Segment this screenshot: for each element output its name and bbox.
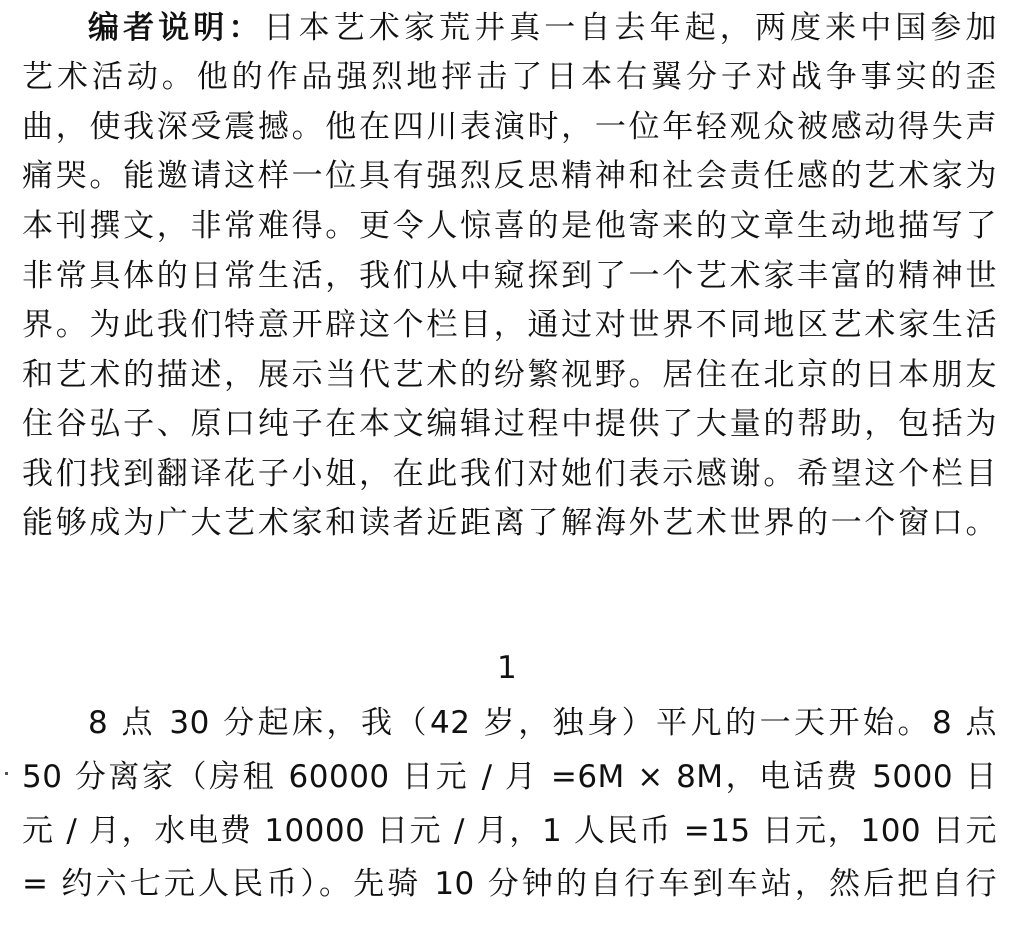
editor-note-line-11: 能够成为广大艺术家和读者近距离了解海外艺术世界的一个窗口。	[22, 505, 997, 541]
body-line-2: 50 分离家（房租 60000 日元 / 月 =6M × 8M，电话费 5000 日	[22, 759, 997, 795]
body-line-4: = 约六七元人民币）。先骑 10 分钟的自行车到车站，然后把自行	[22, 866, 997, 902]
editor-note-line-12	[22, 553, 997, 593]
section-number: 1	[497, 650, 517, 686]
editor-note-line-10: 我们找到翻译花子小姐，在此我们对她们表示感谢。希望这个栏目	[22, 456, 997, 492]
editor-note-line-1	[88, 8, 997, 48]
editor-note-line-4: 痛哭。能邀请这样一位具有强烈反思精神和社会责任感的艺术家为	[22, 158, 997, 194]
scan-speck	[5, 772, 8, 775]
body-line-1: 8 点 30 分起床，我（42 岁，独身）平凡的一天开始。8 点	[88, 705, 997, 741]
editor-note-line-2: 艺术活动。他的作品强烈地抨击了日本右翼分子对战争事实的歪	[22, 59, 997, 95]
body-line-3: 元 / 月，水电费 10000 日元 / 月，1 人民币 =15 日元，100 日元	[22, 813, 997, 849]
editor-note-line-8: 和艺术的描述，展示当代艺术的纷繁视野。居住在北京的日本朋友	[22, 357, 997, 393]
editor-note-label: 编者说明：	[88, 10, 264, 46]
editor-note-text: 日本艺术家荒井真一自去年起，两度来中国参加	[263, 10, 997, 46]
editor-note-line-3: 曲，使我深受震撼。他在四川表演时，一位年轻观众被感动得失声	[22, 109, 997, 145]
editor-note-line-5: 本刊撰文，非常难得。更令人惊喜的是他寄来的文章生动地描写了	[22, 208, 997, 244]
editor-note-line-6: 非常具体的日常生活，我们从中窥探到了一个艺术家丰富的精神世	[22, 258, 997, 294]
editor-note-line-7: 界。为此我们特意开辟这个栏目，通过对世界不同地区艺术家生活	[22, 307, 997, 343]
editor-note-line-9: 住谷弘子、原口纯子在本文编辑过程中提供了大量的帮助，包括为	[22, 406, 997, 442]
